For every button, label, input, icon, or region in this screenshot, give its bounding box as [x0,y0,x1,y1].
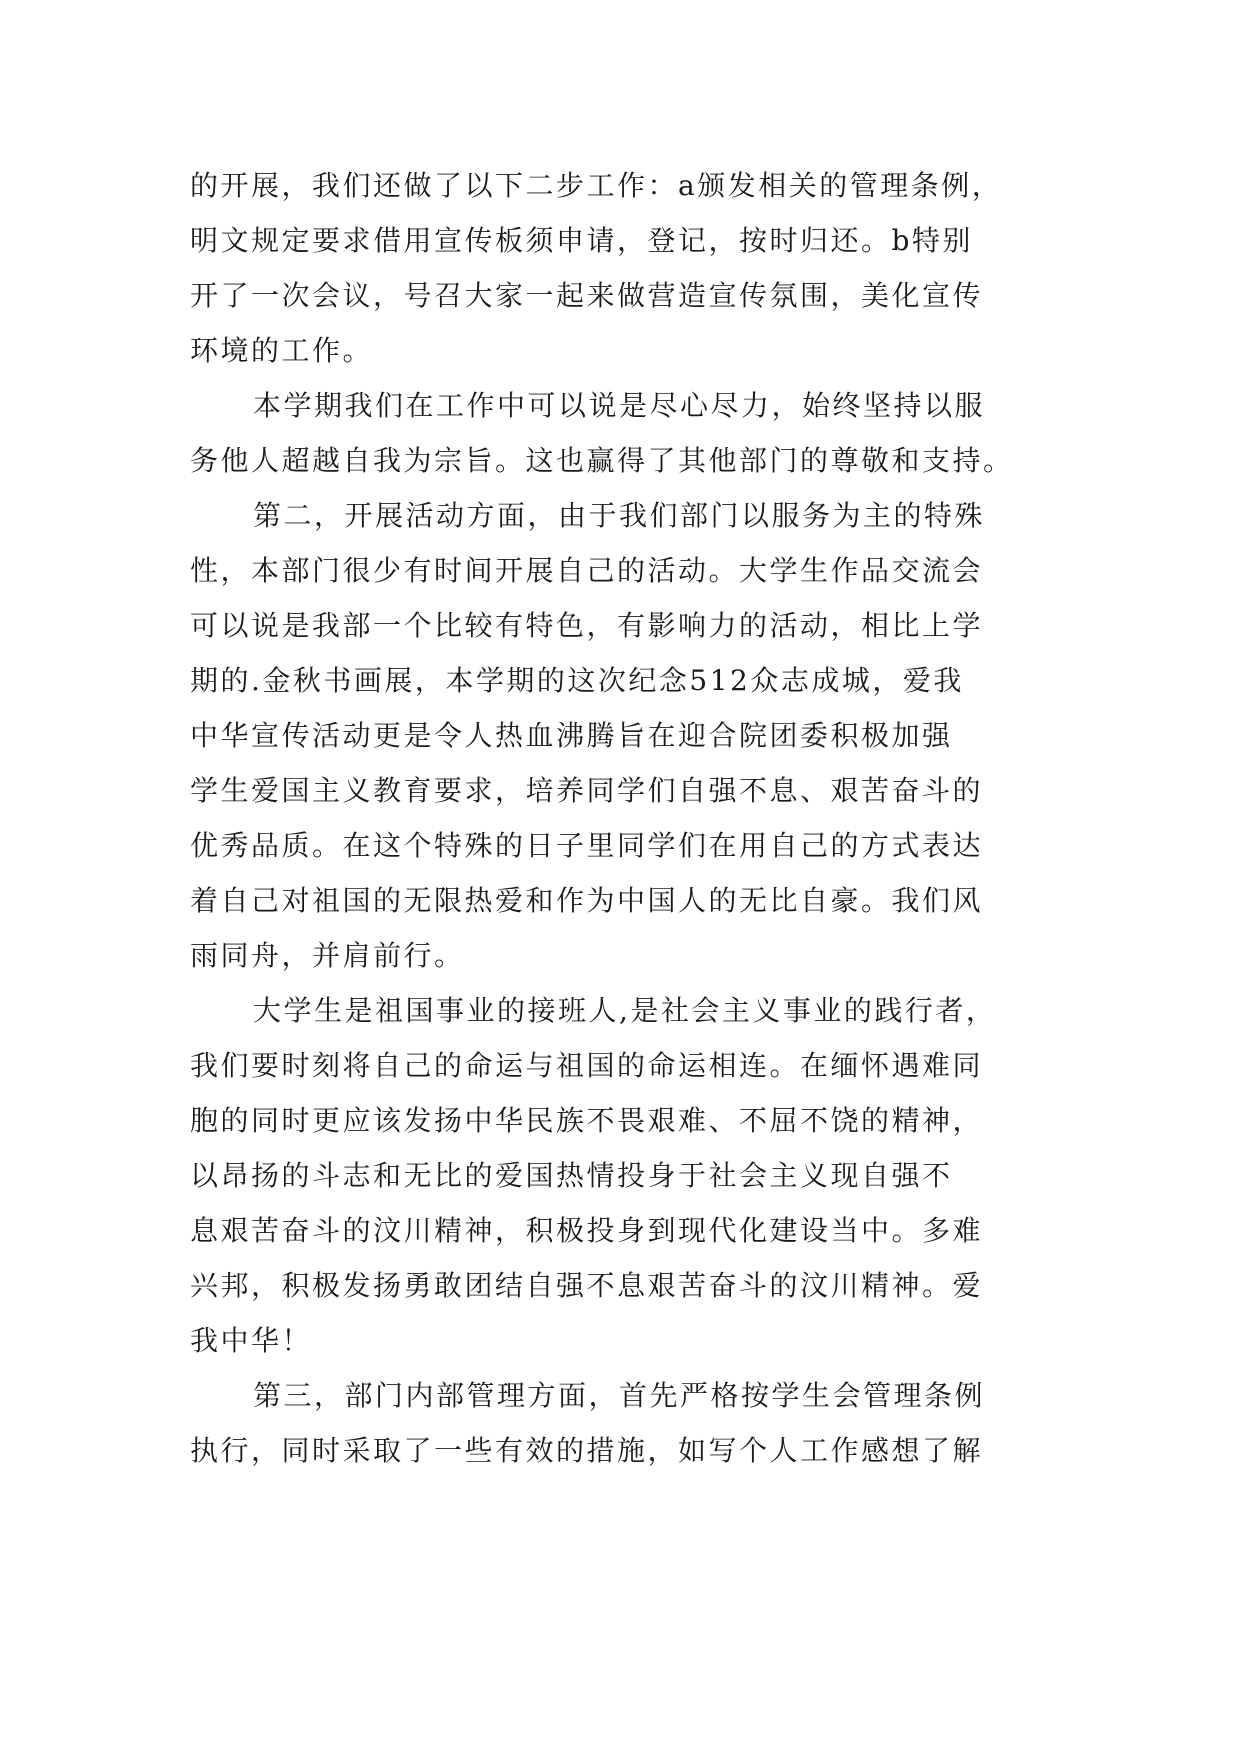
body-text [190,158,1050,1478]
text-line: 雨同舟，并肩前行。 [190,939,465,972]
paragraph-first-line: 第二，开展活动方面，由于我们部门以服务为主的特殊 [253,499,986,532]
text-line: 着自己对祖国的无限热爱和作为中国人的无比自豪。我们风 [190,884,984,917]
text-line: 优秀品质。在这个特殊的日子里同学们在用自己的方式表达 [190,829,984,862]
text-line: 开了一次会议，号召大家一起来做营造宣传氛围，美化宣传 [190,279,984,312]
text-line: 可以说是我部一个比较有特色，有影响力的活动，相比上学 [190,609,984,642]
text-line: 期的.金秋书画展，本学期的这次纪念512众志成城，爱我 [190,664,964,697]
text-line: 以昂扬的斗志和无比的爱国热情投身于社会主义现自强不 [190,1159,953,1192]
text-line: 我们要时刻将自己的命运与祖国的命运相连。在缅怀遇难同 [190,1049,984,1082]
text-line: 中华宣传活动更是令人热血沸腾旨在迎合院团委积极加强 [190,719,953,752]
text-line: 的开展，我们还做了以下二步工作：a颁发相关的管理条例， [190,169,1003,202]
paragraph-first-line: 大学生是祖国事业的接班人,是社会主义事业的践行者， [253,994,997,1027]
text-line: 学生爱国主义教育要求，培养同学们自强不息、艰苦奋斗的 [190,774,984,807]
text-line: 环境的工作。 [190,334,374,367]
text-line: 明文规定要求借用宣传板须申请，登记，按时归还。b特别 [190,224,973,257]
paragraph-first-line: 本学期我们在工作中可以说是尽心尽力，始终坚持以服 [253,389,986,422]
text-line: 性，本部门很少有时间开展自己的活动。大学生作品交流会 [190,554,984,587]
text-line: 息艰苦奋斗的汶川精神，积极投身到现代化建设当中。多难 [190,1214,984,1247]
text-line: 兴邦，积极发扬勇敢团结自强不息艰苦奋斗的汶川精神。爱 [190,1269,984,1302]
text-line: 胞的同时更应该发扬中华民族不畏艰难、不屈不饶的精神， [190,1104,984,1137]
paragraph-first-line: 第三，部门内部管理方面，首先严格按学生会管理条例 [253,1379,986,1412]
text-line: 务他人超越自我为宗旨。这也赢得了其他部门的尊敬和支持。 [190,444,1014,477]
text-line: 执行，同时采取了一些有效的措施，如写个人工作感想了解 [190,1434,984,1467]
text-line: 我中华！ [190,1324,313,1357]
